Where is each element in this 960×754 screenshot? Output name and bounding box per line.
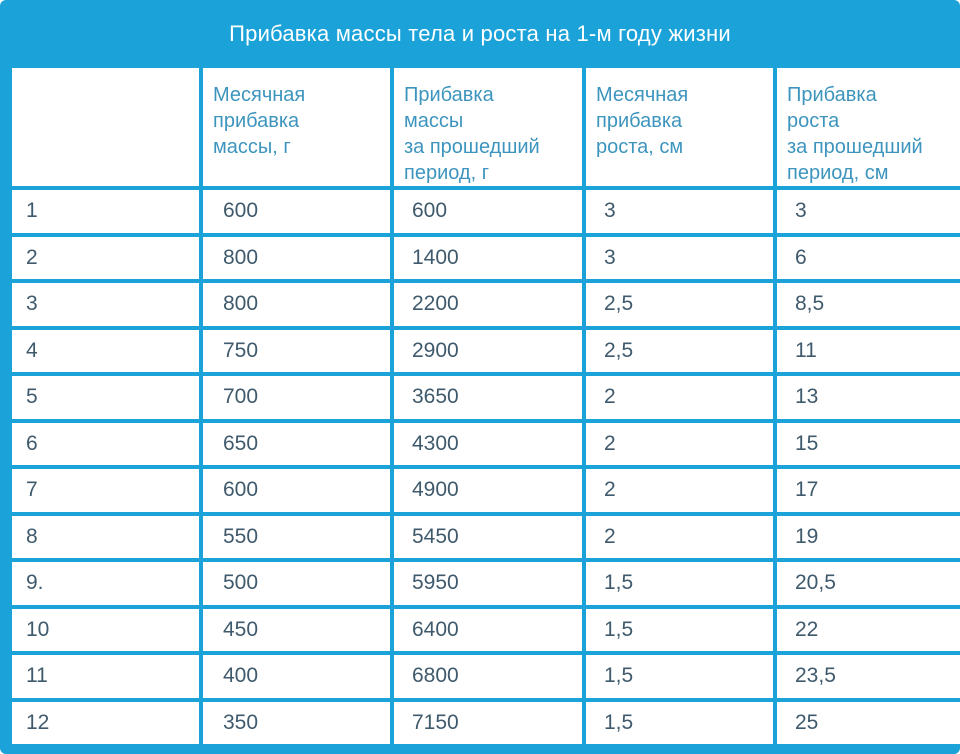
monthly-weight-cell: 450: [203, 609, 390, 652]
cumulative-weight-cell: 5450: [394, 516, 582, 559]
cumulative-weight-cell: 1400: [394, 237, 582, 280]
table-row: [12, 283, 960, 326]
cumulative-weight-cell: 3650: [394, 376, 582, 419]
monthly-weight-cell: 350: [203, 702, 390, 745]
monthly-height-cell: 1,5: [586, 562, 773, 605]
monthly-weight-cell: 700: [203, 376, 390, 419]
monthly-weight-cell: 500: [203, 562, 390, 605]
table-row: [12, 562, 960, 605]
cumulative-height-cell: 20,5: [777, 562, 960, 605]
month-cell: 9.: [12, 562, 199, 605]
cumulative-height-cell: 6: [777, 237, 960, 280]
table-row: [12, 376, 960, 419]
growth-table: [8, 64, 960, 748]
monthly-height-cell: 3: [586, 237, 773, 280]
monthly-height-cell: 2: [586, 423, 773, 466]
cumulative-weight-cell: 5950: [394, 562, 582, 605]
month-cell: 7: [12, 469, 199, 512]
monthly-height-cell: 1,5: [586, 702, 773, 745]
month-cell: 11: [12, 655, 199, 698]
month-cell: 10: [12, 609, 199, 652]
monthly-height-cell: 2: [586, 516, 773, 559]
cumulative-weight-cell: 6400: [394, 609, 582, 652]
monthly-weight-cell: 650: [203, 423, 390, 466]
month-cell: 8: [12, 516, 199, 559]
table-row: [12, 237, 960, 280]
cumulative-weight-cell: 4300: [394, 423, 582, 466]
month-cell: 1: [12, 190, 199, 233]
table-row: [12, 330, 960, 373]
monthly-height-cell: 3: [586, 190, 773, 233]
monthly-weight-cell: 600: [203, 190, 390, 233]
month-cell: 12: [12, 702, 199, 745]
month-cell: 2: [12, 237, 199, 280]
cumulative-height-cell: 23,5: [777, 655, 960, 698]
table-row: [12, 655, 960, 698]
monthly-height-cell: 1,5: [586, 609, 773, 652]
table-row: [12, 190, 960, 233]
monthly-height-cell: 1,5: [586, 655, 773, 698]
cumulative-height-cell: 22: [777, 609, 960, 652]
header-row: [12, 68, 960, 186]
header-monthly-height-gain: Месячная прибавка роста, см: [586, 68, 773, 186]
monthly-weight-cell: 550: [203, 516, 390, 559]
cumulative-weight-cell: 600: [394, 190, 582, 233]
cumulative-weight-cell: 2900: [394, 330, 582, 373]
table-title: Прибавка массы тела и роста на 1-м году жизни: [229, 21, 731, 46]
cumulative-height-cell: 13: [777, 376, 960, 419]
monthly-height-cell: 2,5: [586, 330, 773, 373]
table-row: [12, 516, 960, 559]
cumulative-weight-cell: 6800: [394, 655, 582, 698]
header-month: [12, 68, 199, 186]
monthly-weight-cell: 800: [203, 283, 390, 326]
table-row: [12, 469, 960, 512]
cumulative-weight-cell: 2200: [394, 283, 582, 326]
month-cell: 4: [12, 330, 199, 373]
table-row: [12, 609, 960, 652]
monthly-weight-cell: 800: [203, 237, 390, 280]
cumulative-height-cell: 19: [777, 516, 960, 559]
monthly-weight-cell: 750: [203, 330, 390, 373]
cumulative-height-cell: 8,5: [777, 283, 960, 326]
monthly-height-cell: 2: [586, 376, 773, 419]
table-row: [12, 423, 960, 466]
header-monthly-weight-gain: Месячная прибавка массы, г: [203, 68, 390, 186]
cumulative-height-cell: 11: [777, 330, 960, 373]
cumulative-height-cell: 3: [777, 190, 960, 233]
monthly-weight-cell: 600: [203, 469, 390, 512]
month-cell: 3: [12, 283, 199, 326]
cumulative-weight-cell: 4900: [394, 469, 582, 512]
monthly-weight-cell: 400: [203, 655, 390, 698]
header-cumulative-weight-gain: Прибавка массы за прошедший период, г: [394, 68, 582, 186]
table-row: [12, 702, 960, 745]
cumulative-weight-cell: 7150: [394, 702, 582, 745]
cumulative-height-cell: 17: [777, 469, 960, 512]
month-cell: 6: [12, 423, 199, 466]
month-cell: 5: [12, 376, 199, 419]
monthly-height-cell: 2: [586, 469, 773, 512]
header-cumulative-height-gain: Прибавка роста за прошедший период, см: [777, 68, 960, 186]
cumulative-height-cell: 15: [777, 423, 960, 466]
monthly-height-cell: 2,5: [586, 283, 773, 326]
cumulative-height-cell: 25: [777, 702, 960, 745]
